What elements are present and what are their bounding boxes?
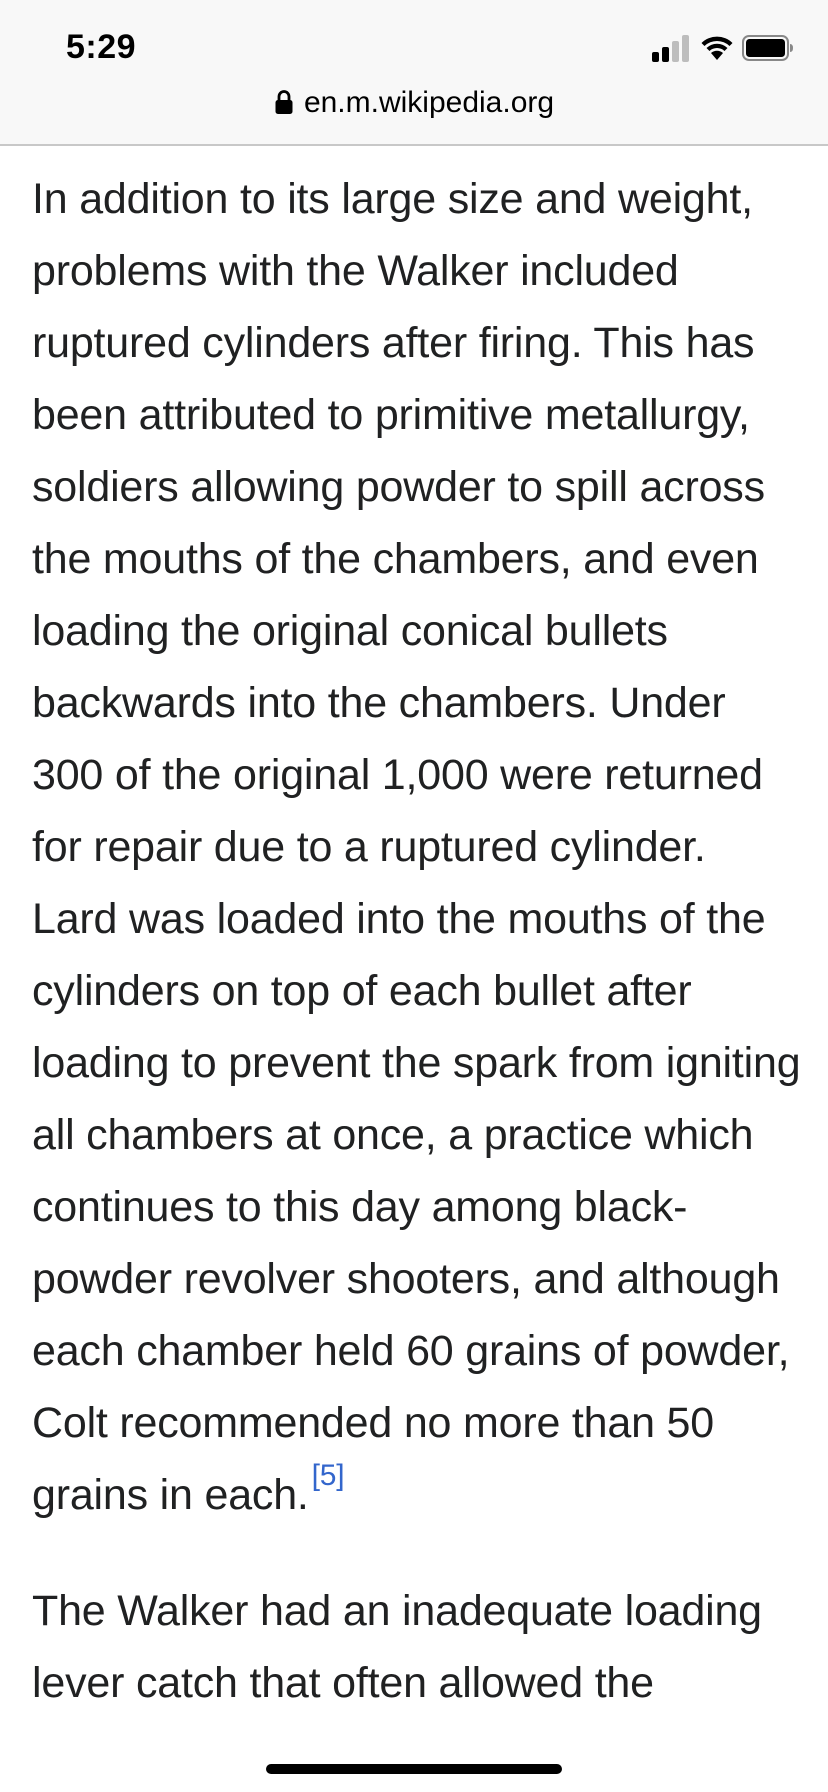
address-bar[interactable] <box>0 86 828 120</box>
status-time: 5:29 <box>66 28 137 66</box>
url-text: en.m.wikipedia.org <box>303 86 555 119</box>
battery-icon <box>742 35 794 61</box>
reference-link[interactable]: [5] <box>311 1459 345 1492</box>
lock-icon <box>274 89 294 115</box>
home-indicator[interactable] <box>266 1764 562 1774</box>
wifi-icon <box>699 32 735 62</box>
article-paragraph <box>32 163 802 1531</box>
cellular-signal-icon <box>652 32 690 62</box>
article-paragraph <box>32 1575 802 1719</box>
browser-status-bar <box>0 0 828 146</box>
paragraph-text: In addition to its large size and weight, problems with the Walker included ruptured cylinders after firing. This has been attributed to primitive metallurgy, soldiers allowing powder to spill across the mouths of the chambers, and even loading the original conical bullets backwards into the chambers. Under 300 of the original 1,000 were returned for repair due to a ruptured cylinder. Lard was loaded into the mouths of the cylinders on top of each bullet after loading to prevent the spark from igniting all chambers at once, a practice which continues to this day among black-powder revolver shooters, and although each chamber held 60 grains of powder, Colt recommended no more than 50 grains in each. <box>32 175 801 1519</box>
article-body <box>32 163 802 1763</box>
paragraph-text: The Walker had an inadequate loading lever catch that often allowed the <box>32 1587 762 1707</box>
